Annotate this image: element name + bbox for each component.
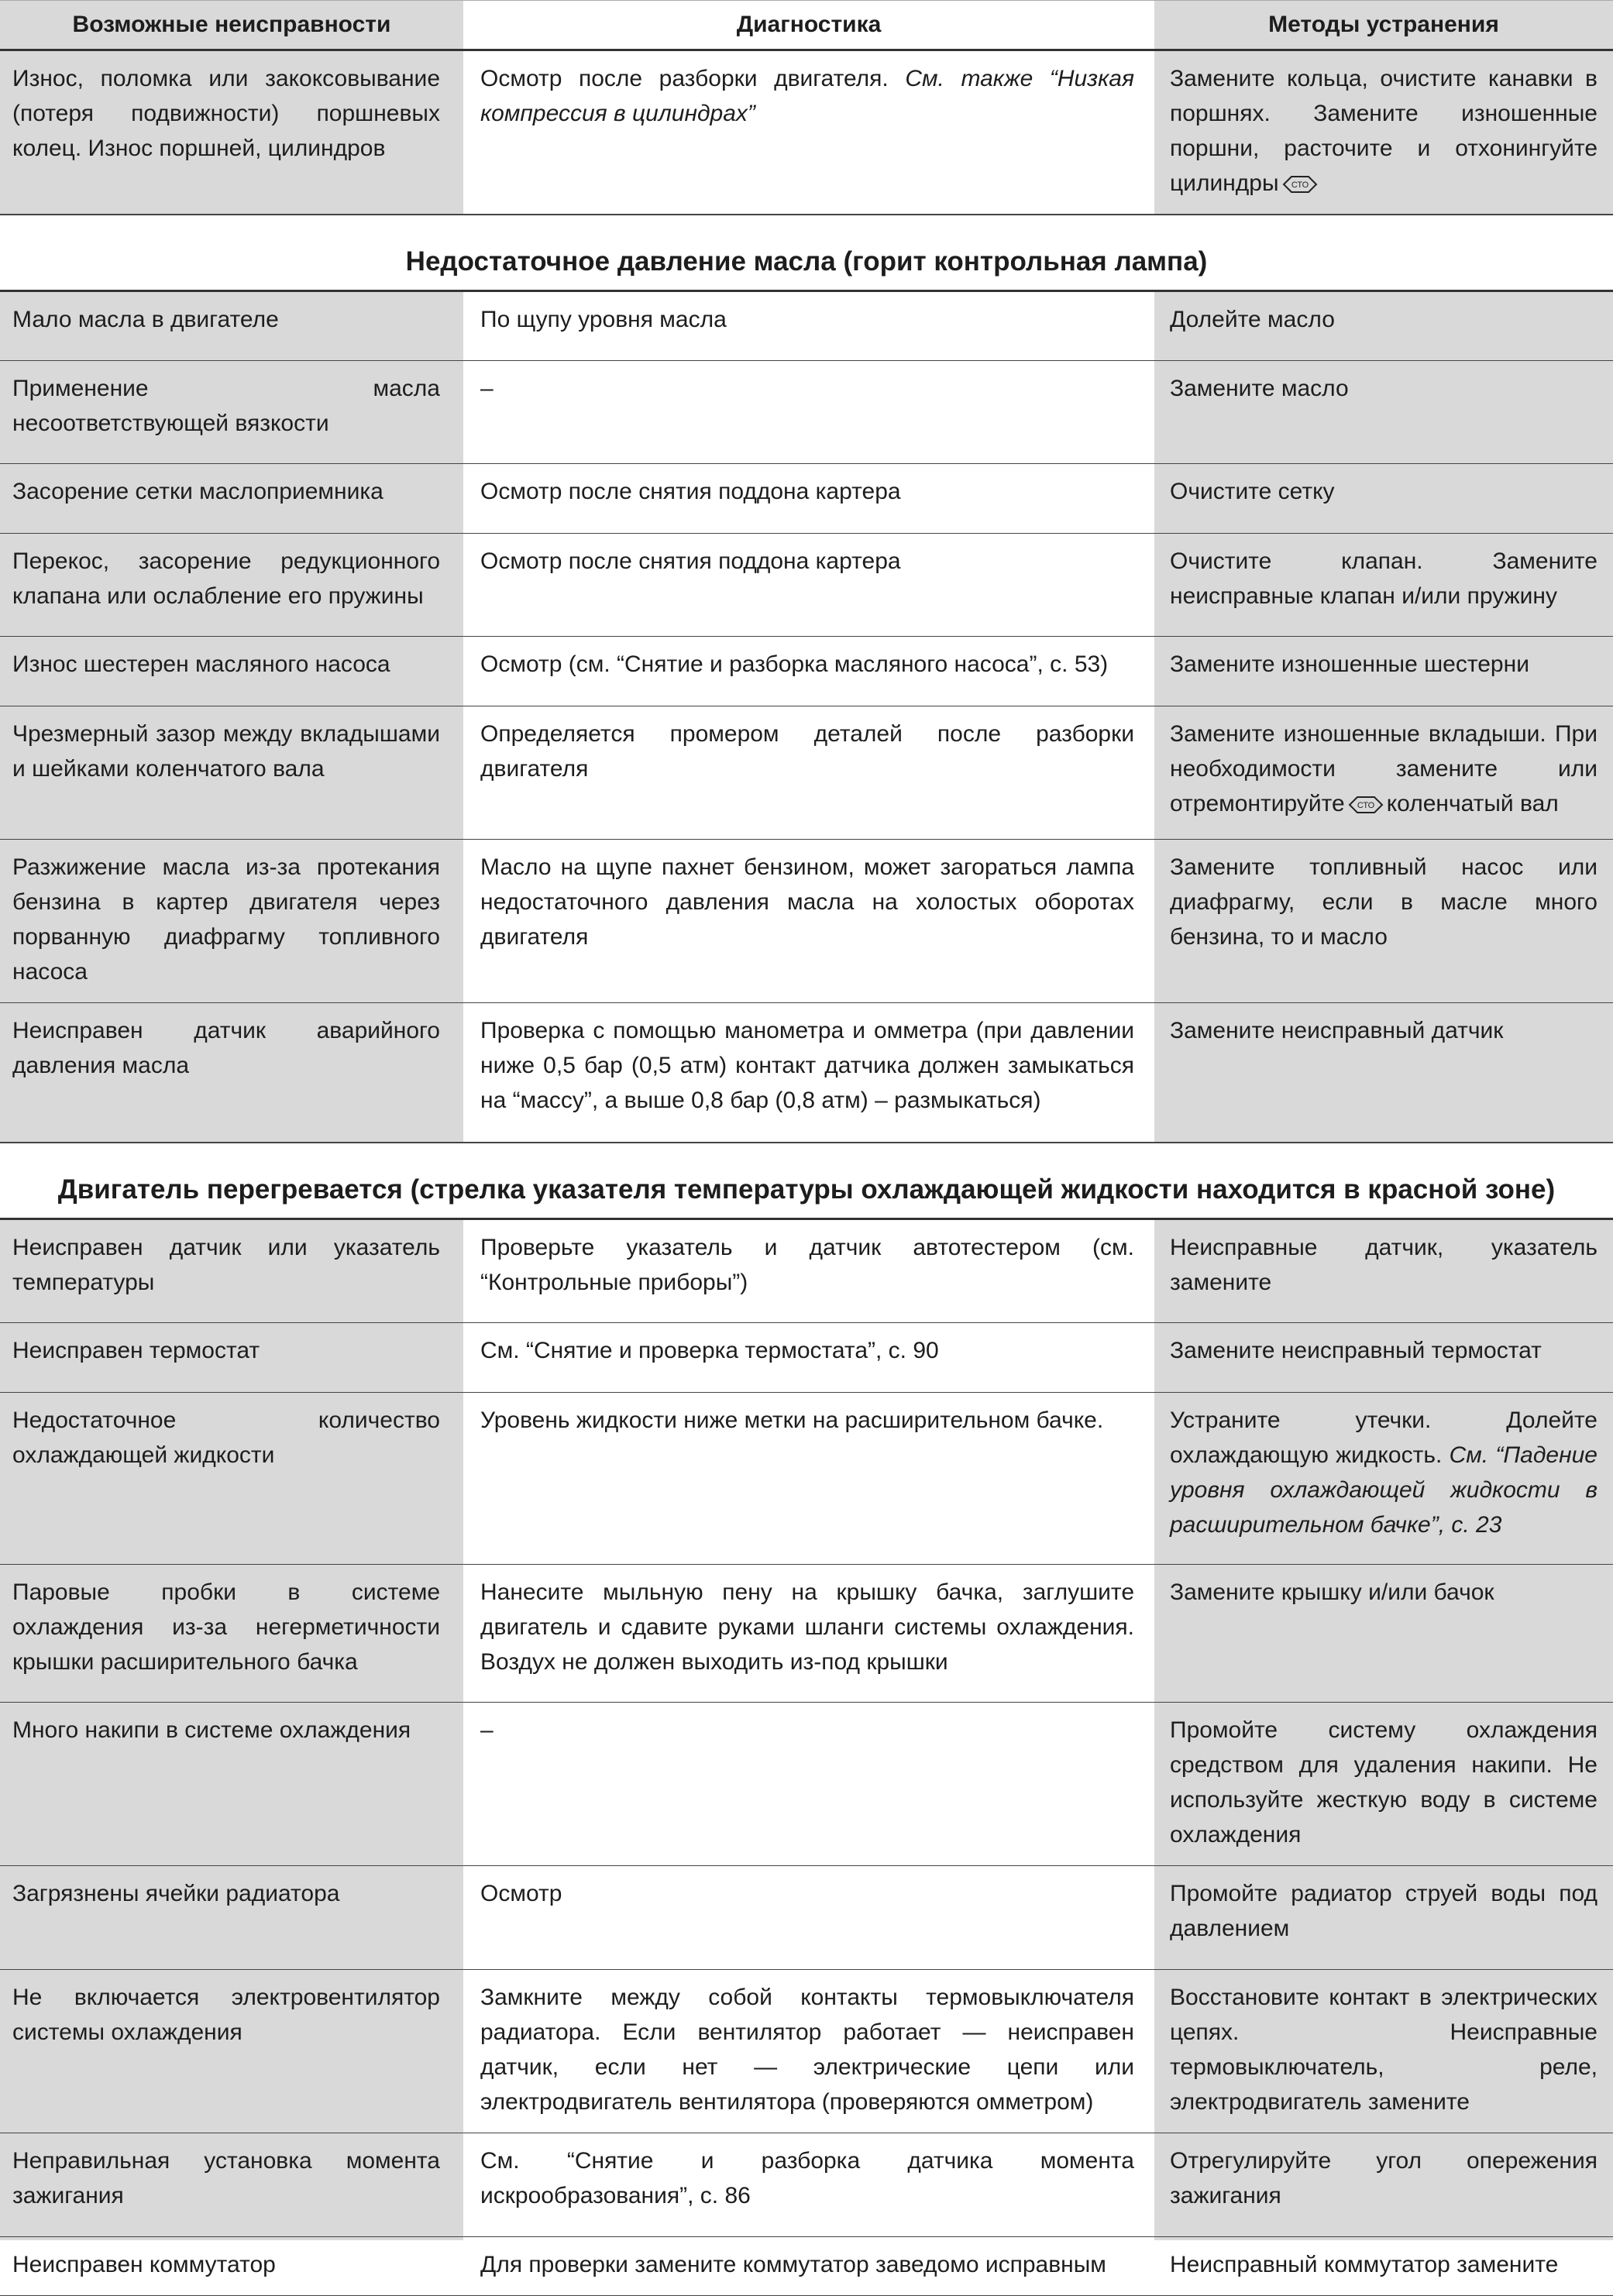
diagnostic-cell: Для проверки замените коммутатор заведомо исправным — [463, 2236, 1154, 2295]
remedy-text: Устраните утечки. Долейте охлаждающую жидкость. — [1170, 1407, 1598, 1468]
fault-cell: Разжижение масла из-за протекания бензина в картер двигателя через порванную диафрагму топливного насоса — [0, 840, 463, 1003]
remedy-cell: Замените топливный насос или диафрагму, если в масле много бензина, то и масло — [1154, 840, 1613, 1003]
table-row — [0, 1322, 1613, 1392]
fault-cell: Износ, поломка или закоксовывание (потеря подвижности) поршневых колец. Износ поршней, цилиндров — [0, 50, 463, 215]
fault-cell: Паровые пробки в системе охлаждения из-за негерметичности крышки расширительного бачка — [0, 1564, 463, 1702]
remedy-cell: Восстановите контакт в электрических цепях. Неисправные термовыключатель, реле, электродвигатель замените — [1154, 1969, 1613, 2133]
fault-cell: Неисправен датчик аварийного давления масла — [0, 1003, 463, 1143]
cross-reference: См. “Падение уровня охлаждающей жидкости в расширительном бачке”, с. 23 — [1170, 1442, 1598, 1538]
service-station-icon — [1282, 175, 1318, 194]
remedy-cell: Замените масло — [1154, 361, 1613, 464]
table-header-row — [0, 1, 1613, 50]
remedy-cell — [1154, 1392, 1613, 1564]
diagnostic-cell: Масло на щупе пахнет бензином, может загораться лампа недостаточного давления масла на холостых оборотах двигателя — [463, 840, 1154, 1003]
header-remedies: Методы устранения — [1154, 1, 1613, 50]
remedy-text: Замените кольца, очистите канавки в поршнях. Замените изношенные поршни, расточите и отхонингуйте цилиндры — [1170, 66, 1598, 196]
remedy-cell: Отрегулируйте угол опережения зажигания — [1154, 2133, 1613, 2236]
section-title-overheating: Двигатель перегревается (стрелка указателя температуры охлаждающей жидкости находится в красной зоне) — [0, 1143, 1613, 1219]
table-row — [0, 291, 1613, 361]
remedy-cell: Очистите клапан. Замените неисправные клапан и/или пружину — [1154, 534, 1613, 637]
service-station-icon — [1348, 796, 1384, 814]
diagnostic-cell: Осмотр (см. “Снятие и разборка масляного насоса”, с. 53) — [463, 637, 1154, 706]
header-diagnostics: Диагностика — [463, 1, 1154, 50]
fault-cell: Недостаточное количество охлаждающей жидкости — [0, 1392, 463, 1564]
fault-cell: Неисправен термостат — [0, 1322, 463, 1392]
remedy-cell: Неисправные датчик, указатель замените — [1154, 1218, 1613, 1322]
fault-cell: Перекос, засорение редукционного клапана или ослабление его пружины — [0, 534, 463, 637]
table-row — [0, 361, 1613, 464]
table-row — [0, 534, 1613, 637]
table-row — [0, 1218, 1613, 1322]
diagnostic-cell: Замкните между собой контакты термовыключателя радиатора. Если вентилятор работает — неисправен датчик, если нет — электрические цепи или электродвигатель вентилятора (проверяются омметром) — [463, 1969, 1154, 2133]
fault-cell: Мало масла в двигателе — [0, 291, 463, 361]
table-row — [0, 1003, 1613, 1143]
diagnostic-cell: См. “Снятие и проверка термостата”, с. 90 — [463, 1322, 1154, 1392]
table-row — [0, 2236, 1613, 2295]
table-row — [0, 2133, 1613, 2236]
diagnostic-cell: Осмотр после снятия поддона картера — [463, 534, 1154, 637]
diagnostic-cell: – — [463, 1702, 1154, 1865]
cross-reference: См. также “Низкая компрессия в цилиндрах” — [480, 66, 1134, 126]
fault-cell: Не включается электровентилятор системы охлаждения — [0, 1969, 463, 2133]
fault-cell: Износ шестерен масляного насоса — [0, 637, 463, 706]
fault-cell: Неисправен коммутатор — [0, 2236, 463, 2295]
diagnostic-cell: Нанесите мыльную пену на крышку бачка, заглушите двигатель и сдавите руками шланги системы охлаждения. Воздух не должен выходить из-под крышки — [463, 1564, 1154, 1702]
remedy-cell — [1154, 50, 1613, 215]
fault-cell: Неисправен датчик или указатель температуры — [0, 1218, 463, 1322]
diagnostic-cell: – — [463, 361, 1154, 464]
fault-cell: Загрязнены ячейки радиатора — [0, 1865, 463, 1969]
table-row — [0, 1865, 1613, 1969]
section-heading-row — [0, 215, 1613, 291]
diagnostic-cell: По щупу уровня масла — [463, 291, 1154, 361]
remedy-cell: Промойте систему охлаждения средством для удаления накипи. Не используйте жесткую воду в системе охлаждения — [1154, 1702, 1613, 1865]
table-row — [0, 1969, 1613, 2133]
svg-text:СТО: СТО — [1291, 180, 1309, 191]
section-heading-row — [0, 1143, 1613, 1219]
remedy-cell — [1154, 706, 1613, 840]
diagnostic-text: Осмотр после разборки двигателя. — [480, 66, 889, 91]
diagnostic-cell: Определяется промером деталей после разборки двигателя — [463, 706, 1154, 840]
diagnostic-cell: Проверьте указатель и датчик автотестером (см. “Контрольные приборы”) — [463, 1218, 1154, 1322]
remedy-cell: Замените неисправный датчик — [1154, 1003, 1613, 1143]
section-title-oil-pressure: Недостаточное давление масла (горит контрольная лампа) — [0, 215, 1613, 291]
table-row — [0, 464, 1613, 534]
fault-cell: Чрезмерный зазор между вкладышами и шейками коленчатого вала — [0, 706, 463, 840]
diagnostic-cell: См. “Снятие и разборка датчика момента искрообразования”, с. 86 — [463, 2133, 1154, 2236]
table-row — [0, 840, 1613, 1003]
table-row — [0, 1564, 1613, 1702]
svg-text:СТО: СТО — [1357, 801, 1374, 811]
diagnostic-cell: Уровень жидкости ниже метки на расширительном бачке. — [463, 1392, 1154, 1564]
diagnostic-cell — [463, 50, 1154, 215]
remedy-cell: Очистите сетку — [1154, 464, 1613, 534]
remedy-cell: Замените изношенные шестерни — [1154, 637, 1613, 706]
header-faults: Возможные неисправности — [0, 1, 463, 50]
remedy-cell: Промойте радиатор струей воды под давлением — [1154, 1865, 1613, 1969]
remedy-cell: Замените крышку и/или бачок — [1154, 1564, 1613, 1702]
fault-cell: Применение масла несоответствующей вязкости — [0, 361, 463, 464]
diagnostic-cell: Проверка с помощью манометра и омметра (при давлении ниже 0,5 бар (0,5 атм) контакт датчика должен замыкаться на “массу”, а выше 0,8 бар (0,8 атм) – размыкаться) — [463, 1003, 1154, 1143]
remedy-text-tail: коленчатый вал — [1386, 791, 1559, 816]
remedy-text: Замените изношенные вкладыши. При необходимости замените или отремонтируйте — [1170, 721, 1598, 816]
table-row — [0, 1702, 1613, 1865]
remedy-cell: Замените неисправный термостат — [1154, 1322, 1613, 1392]
diagnostic-cell: Осмотр — [463, 1865, 1154, 1969]
fault-cell: Засорение сетки маслоприемника — [0, 464, 463, 534]
table-row — [0, 706, 1613, 840]
fault-cell: Неправильная установка момента зажигания — [0, 2133, 463, 2236]
fault-cell: Много накипи в системе охлаждения — [0, 1702, 463, 1865]
remedy-cell: Долейте масло — [1154, 291, 1613, 361]
table-row — [0, 637, 1613, 706]
table-row — [0, 1392, 1613, 1564]
remedy-cell: Неисправный коммутатор замените — [1154, 2236, 1613, 2295]
diagnostic-cell: Осмотр после снятия поддона картера — [463, 464, 1154, 534]
table-row — [0, 50, 1613, 215]
